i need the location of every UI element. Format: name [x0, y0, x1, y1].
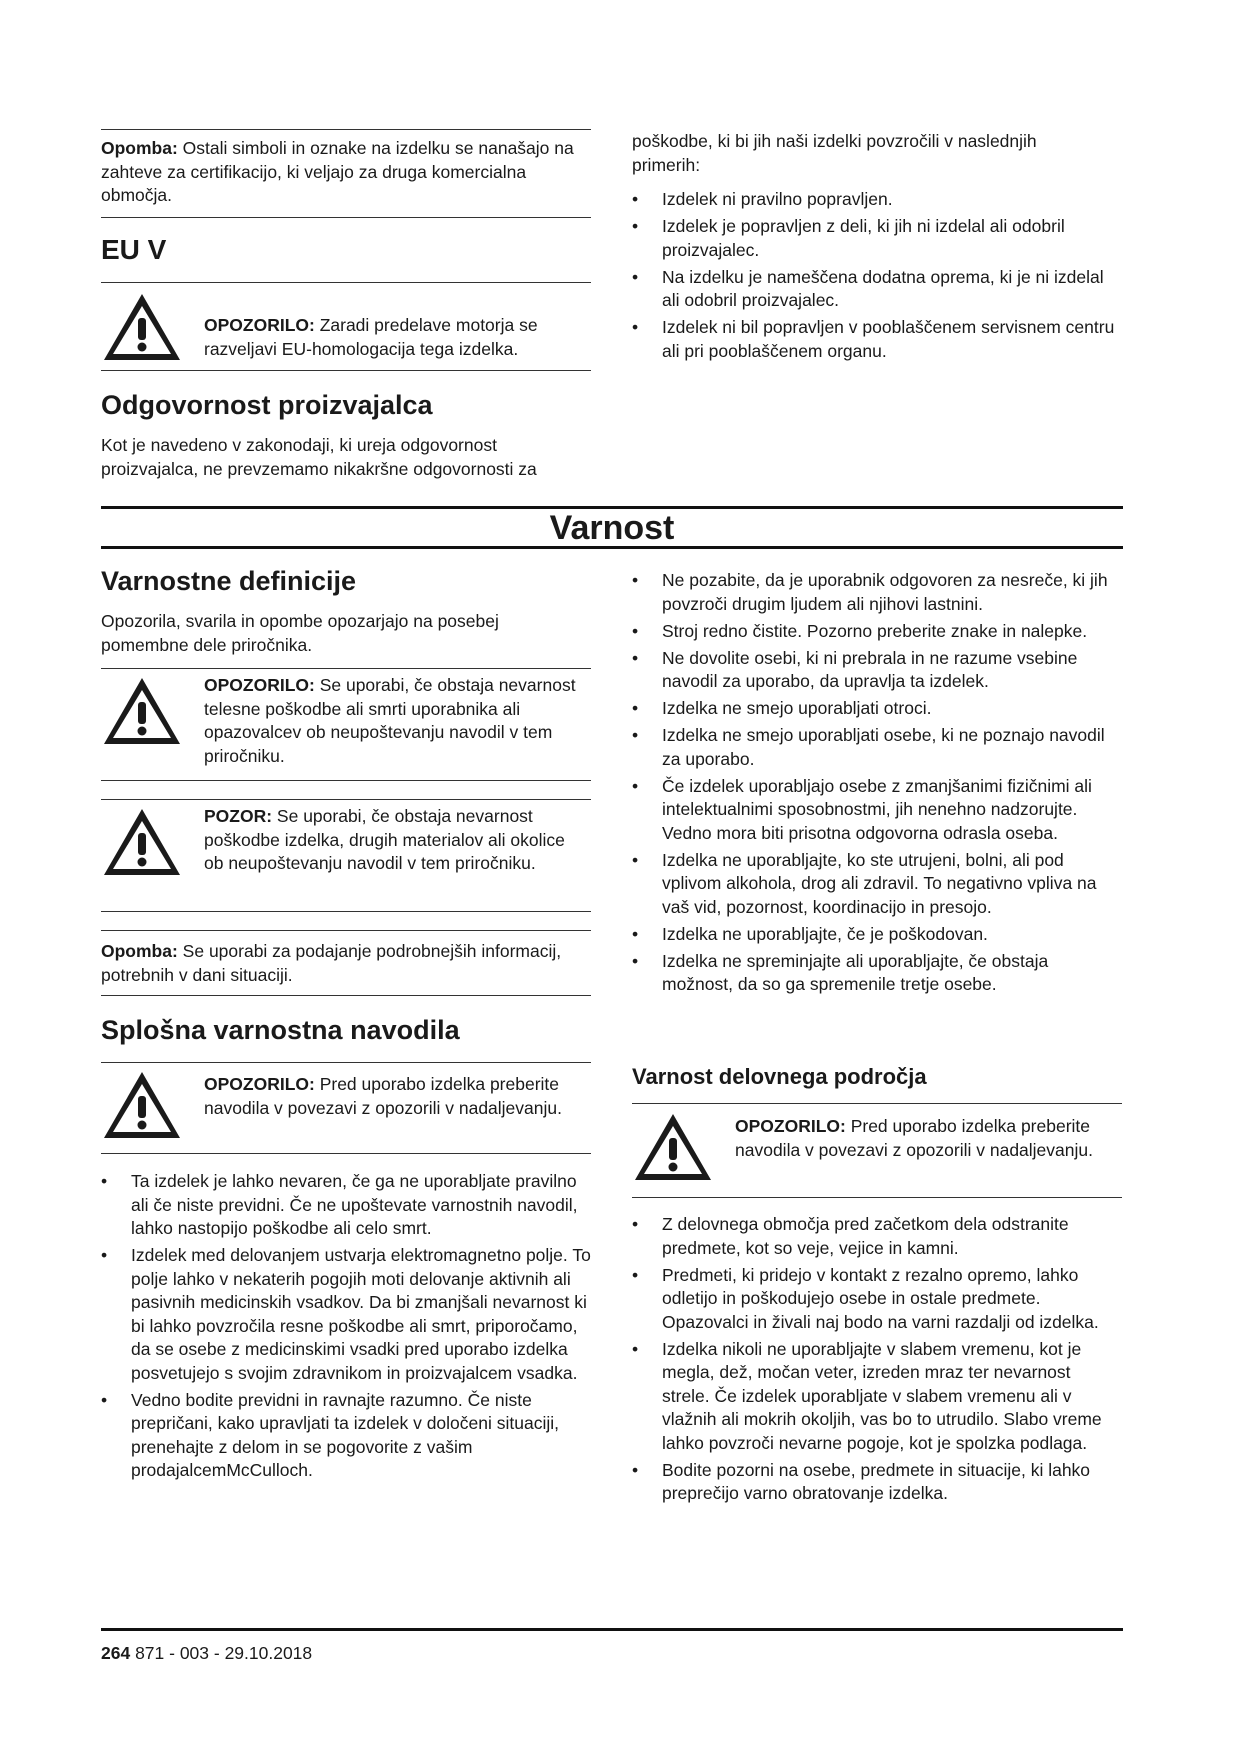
note-certification: Opomba: Ostali simboli in oznake na izdelku se nanašajo na zahteve za certifikacijo, ki veljajo za druga komercialna območja. — [101, 138, 574, 205]
divider — [101, 995, 591, 996]
divider — [632, 1103, 1122, 1104]
list-item: • Na izdelku je nameščena dodatna oprema, ki je ni izdelal ali odobril proizvajalec. — [632, 266, 1104, 310]
warning-triangle-icon — [101, 674, 183, 748]
liability-list — [632, 188, 1122, 367]
divider — [101, 799, 591, 800]
divider — [101, 282, 591, 283]
liability-heading: Odgovornost proizvajalca — [101, 390, 433, 420]
divider — [101, 780, 591, 781]
list-item: • Izdelka ne uporabljajte, ko ste utrujeni, bolni, ali pod vplivom alkohola, drog ali zdravil. To negativno vpliva na vaš vid, pozornost, koordinacijo in presojo. — [632, 849, 1097, 917]
divider — [101, 668, 591, 669]
list-item: • Z delovnega območja pred začetkom dela odstranite predmete, kot so veje, vejice in kamni. — [632, 1214, 1069, 1258]
list-item: • Bodite pozorni na osebe, predmete in situacije, ki lahko preprečijo varno obratovanje izdelka. — [632, 1459, 1091, 1503]
divider — [632, 1197, 1122, 1198]
definition-caution-text: POZOR: Se uporabi, če obstaja nevarnost poškodbe izdelka, drugih materialov ali okolice ob neupoštevanju navodil v tem priročniku. — [204, 806, 565, 873]
general-warning — [101, 1068, 591, 1148]
general-list-continued — [632, 569, 1122, 1000]
workarea-list — [632, 1213, 1122, 1509]
divider — [101, 1153, 591, 1154]
euv-heading: EU V — [101, 234, 167, 265]
workarea-heading: Varnost delovnega področja — [632, 1064, 927, 1089]
warning-triangle-icon — [632, 1110, 714, 1184]
divider — [101, 930, 591, 931]
definition-warning — [101, 674, 591, 774]
chapter-title: Varnost — [549, 509, 675, 547]
page-footer — [101, 1643, 312, 1664]
euv-warning-text: OPOZORILO: Zaradi predelave motorja se razveljavi EU-homologacija tega izdelka. — [204, 315, 538, 359]
divider — [101, 370, 591, 371]
list-item: • Izdelka ne spreminjajte ali uporabljajte, če obstaja možnost, da so ga spremenile tretje osebe. — [632, 950, 1049, 994]
list-item: • Izdelek med delovanjem ustvarja elektromagnetno polje. To polje lahko v nekaterih pogojih moti delovanje aktivnih ali pasivnih medicinskih vsadkov. Da bi zmanjšali nevarnost ki bi lahko povzročila resne poškodbe ali smrt, priporočamo, da se osebe z medicinskimi vsadki pred uporabo izdelka posvetujejo s svojim zdravnikom in proizvajalcem vsadka. — [101, 1245, 591, 1383]
list-item: • Izdelka ne smejo uporabljati osebe, ki ne poznajo navodil za uporabo. — [632, 725, 1105, 769]
general-heading: Splošna varnostna navodila — [101, 1015, 460, 1045]
general-list — [101, 1170, 591, 1486]
definition-caution — [101, 805, 591, 905]
general-warning-text: OPOZORILO: Pred uporabo izdelka preberite navodila v povezavi z opozorili v nadaljevanju. — [204, 1074, 562, 1118]
divider — [101, 1062, 591, 1063]
list-item: • Izdelek ni pravilno popravljen. — [632, 189, 893, 209]
definitions-intro: Opozorila, svarila in opombe opozarjajo na posebej pomembne dele priročnika. — [101, 611, 499, 655]
divider — [101, 129, 591, 130]
euv-warning — [101, 290, 591, 365]
list-item: • Izdelek ni bil popravljen v pooblaščenem servisnem centru ali pri pooblaščenem organu. — [632, 317, 1115, 361]
divider — [101, 911, 591, 912]
divider — [101, 217, 591, 218]
list-item: • Ta izdelek je lahko nevaren, če ga ne uporabljate pravilno ali če niste previdni. Če ne upoštevate varnostnih navodil, lahko nastopijo poškodbe ali celo smrt. — [101, 1171, 578, 1238]
list-item: • Stroj redno čistite. Pozorno preberite znake in nalepke. — [632, 620, 1088, 641]
definition-warning-text: OPOZORILO: Se uporabi, če obstaja nevarnost telesne poškodbe ali smrti uporabnika ali opazovalcev ob neupoštevanju navodil v tem priročniku. — [204, 675, 576, 766]
list-item: • Če izdelek uporabljajo osebe z zmanjšanimi fizičnimi ali intelektualnimi sposobnostmi, jih nenehno nadzorujte. Vedno mora biti prisotna odgovorna odrasla oseba. — [632, 775, 1092, 843]
list-item: • Izdelka nikoli ne uporabljajte v slabem vremenu, kot je megla, dež, močan veter, izreden mraz ter nevarnost strele. Če izdelek uporabljate v slabem vremenu ali v vlažnih ali mokrih okoljih, vas bo to utrudilo. Slabo vreme lahko povzroči nevarne pogoje, kot je spolzka podlaga. — [632, 1338, 1102, 1453]
list-item: • Ne dovolite osebi, ki ni prebrala in ne razume vsebine navodil za uporabo, da upravlja ta izdelek. — [632, 647, 1078, 691]
liability-continuation: poškodbe, ki bi jih naši izdelki povzročili v naslednjih primerih: — [632, 131, 1037, 175]
chapter-divider — [101, 546, 1123, 549]
page-number: 264 — [101, 1643, 131, 1663]
workarea-warning — [632, 1110, 1122, 1190]
footer-divider — [101, 1628, 1123, 1631]
list-item: • Izdelka ne smejo uporabljati otroci. — [632, 698, 932, 718]
definition-note: Opomba: Se uporabi za podajanje podrobnejših informacij, potrebnih v dani situaciji. — [101, 941, 562, 985]
list-item: • Predmeti, ki pridejo v kontakt z rezalno opremo, lahko odletijo in poškodujejo osebe in ostale predmete. Opazovalci in živali naj bodo na varni razdalji od izdelka. — [632, 1264, 1099, 1332]
warning-triangle-icon — [101, 805, 183, 879]
list-item: • Ne pozabite, da je uporabnik odgovoren za nesreče, ki jih povzroči drugim ljudem ali njihovi lastnini. — [632, 570, 1108, 614]
warning-triangle-icon — [101, 290, 183, 364]
definitions-heading: Varnostne definicije — [101, 566, 357, 596]
list-item: • Izdelek je popravljen z deli, ki jih ni izdelal ali odobril proizvajalec. — [632, 216, 1065, 260]
workarea-warning-text: OPOZORILO: Pred uporabo izdelka preberite navodila v povezavi z opozorili v nadaljevanju. — [735, 1116, 1093, 1160]
document-info: 871 - 003 - 29.10.2018 — [130, 1643, 313, 1663]
warning-triangle-icon — [101, 1068, 183, 1142]
list-item: • Izdelka ne uporabljajte, če je poškodovan. — [632, 923, 988, 944]
list-item: • Vedno bodite previdni in ravnajte razumno. Če niste prepričani, kako upravljati ta izdelek v določeni situaciji, prenehajte z delom in se pogovorite z vašim prodajalcemMcCulloch. — [101, 1389, 559, 1480]
liability-text: Kot je navedeno v zakonodaji, ki ureja odgovornost proizvajalca, ne prevzemamo nikakršne odgovornosti za — [101, 435, 537, 479]
